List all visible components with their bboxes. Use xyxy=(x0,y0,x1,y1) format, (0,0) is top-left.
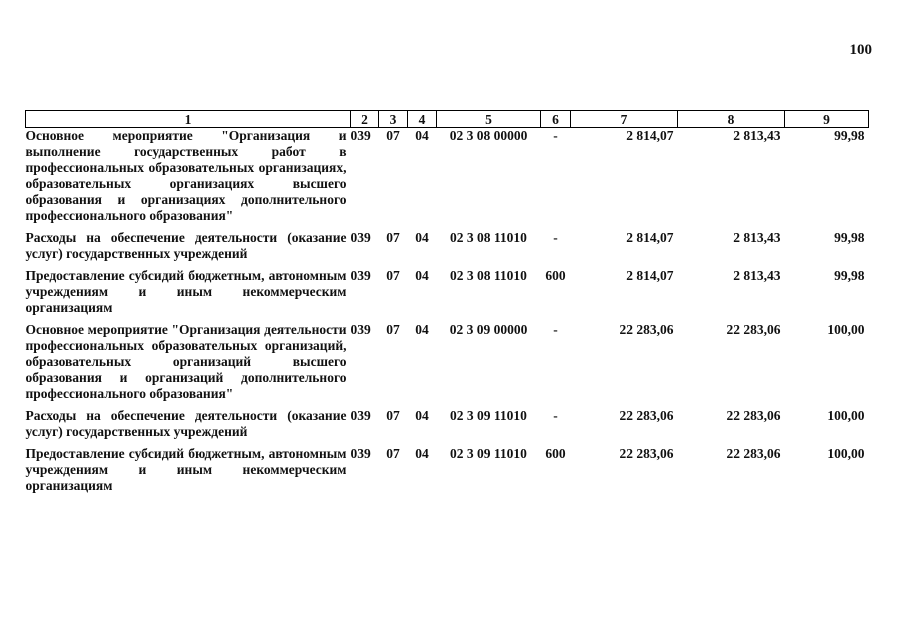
fact-value: 2 813,43 xyxy=(733,128,781,143)
subsection-code: 04 xyxy=(415,408,429,423)
table-row xyxy=(26,230,869,268)
column-header: 8 xyxy=(678,111,785,128)
subsection-code: 04 xyxy=(415,128,429,143)
grbs-code: 039 xyxy=(350,268,371,283)
row-name: Расходы на обеспечение деятельности (оказание услуг) государственных учреждений xyxy=(25,230,347,261)
fact-value: 2 813,43 xyxy=(733,268,781,283)
grbs-code: 039 xyxy=(350,230,371,245)
section-code: 07 xyxy=(386,230,400,245)
subsection-code: 04 xyxy=(415,446,429,461)
table-row xyxy=(26,446,869,500)
grbs-code: 039 xyxy=(350,408,371,423)
target-article-code: 02 3 08 11010 xyxy=(450,230,527,245)
column-header: 5 xyxy=(437,111,541,128)
target-article-code: 02 3 08 00000 xyxy=(449,128,528,143)
percent-value: 99,98 xyxy=(834,128,865,143)
target-article-code: 02 3 09 11010 xyxy=(450,446,527,461)
table-header-row xyxy=(26,111,869,128)
table-row xyxy=(26,322,869,408)
table-row xyxy=(26,268,869,322)
table-row xyxy=(26,128,869,231)
subsection-code: 04 xyxy=(415,322,429,337)
plan-value: 22 283,06 xyxy=(619,446,674,461)
fact-value: 22 283,06 xyxy=(726,322,781,337)
row-name: Основное мероприятие "Организация деятельности профессиональных образовательных организаций, образовательных организаций высшего образования и организаций дополнительного профессионального образования" xyxy=(25,322,347,401)
fact-value: 22 283,06 xyxy=(726,446,781,461)
grbs-code: 039 xyxy=(350,322,371,337)
target-article-code: 02 3 09 11010 xyxy=(450,408,527,423)
expense-type-code: - xyxy=(553,230,558,245)
column-header: 4 xyxy=(408,111,437,128)
percent-value: 99,98 xyxy=(834,268,865,283)
fact-value: 2 813,43 xyxy=(733,230,781,245)
section-code: 07 xyxy=(386,322,400,337)
grbs-code: 039 xyxy=(350,128,371,143)
column-header: 1 xyxy=(26,111,351,128)
section-code: 07 xyxy=(386,446,400,461)
row-name: Основное мероприятие "Организация и выполнение государственных работ в профессиональных образовательных организациях, образовательных организациях высшего образования и организациях дополнительного профессионального образования" xyxy=(25,128,347,223)
plan-value: 2 814,07 xyxy=(626,230,674,245)
percent-value: 99,98 xyxy=(834,230,865,245)
expense-type-code: 600 xyxy=(545,446,566,461)
section-code: 07 xyxy=(386,408,400,423)
expense-type-code: - xyxy=(553,322,558,337)
row-name: Предоставление субсидий бюджетным, автономным учреждениям и иным некоммерческим организациям xyxy=(25,268,347,315)
subsection-code: 04 xyxy=(415,268,429,283)
percent-value: 100,00 xyxy=(827,322,865,337)
column-header: 7 xyxy=(571,111,678,128)
table-row xyxy=(26,408,869,446)
plan-value: 2 814,07 xyxy=(626,128,674,143)
expense-type-code: - xyxy=(553,128,558,143)
subsection-code: 04 xyxy=(415,230,429,245)
column-header: 2 xyxy=(351,111,379,128)
expense-type-code: - xyxy=(553,408,558,423)
fact-value: 22 283,06 xyxy=(726,408,781,423)
plan-value: 22 283,06 xyxy=(619,408,674,423)
column-header: 9 xyxy=(785,111,869,128)
column-header: 3 xyxy=(379,111,408,128)
row-name: Предоставление субсидий бюджетным, автономным учреждениям и иным некоммерческим организациям xyxy=(25,446,347,493)
percent-value: 100,00 xyxy=(827,408,865,423)
grbs-code: 039 xyxy=(350,446,371,461)
expense-type-code: 600 xyxy=(545,268,566,283)
target-article-code: 02 3 09 00000 xyxy=(449,322,528,337)
percent-value: 100,00 xyxy=(827,446,865,461)
budget-table xyxy=(25,110,869,500)
column-header: 6 xyxy=(541,111,571,128)
plan-value: 22 283,06 xyxy=(619,322,674,337)
target-article-code: 02 3 08 11010 xyxy=(450,268,527,283)
section-code: 07 xyxy=(386,268,400,283)
row-name: Расходы на обеспечение деятельности (оказание услуг) государственных учреждений xyxy=(25,408,347,439)
page-number: 100 xyxy=(849,42,872,58)
section-code: 07 xyxy=(386,128,400,143)
plan-value: 2 814,07 xyxy=(626,268,674,283)
